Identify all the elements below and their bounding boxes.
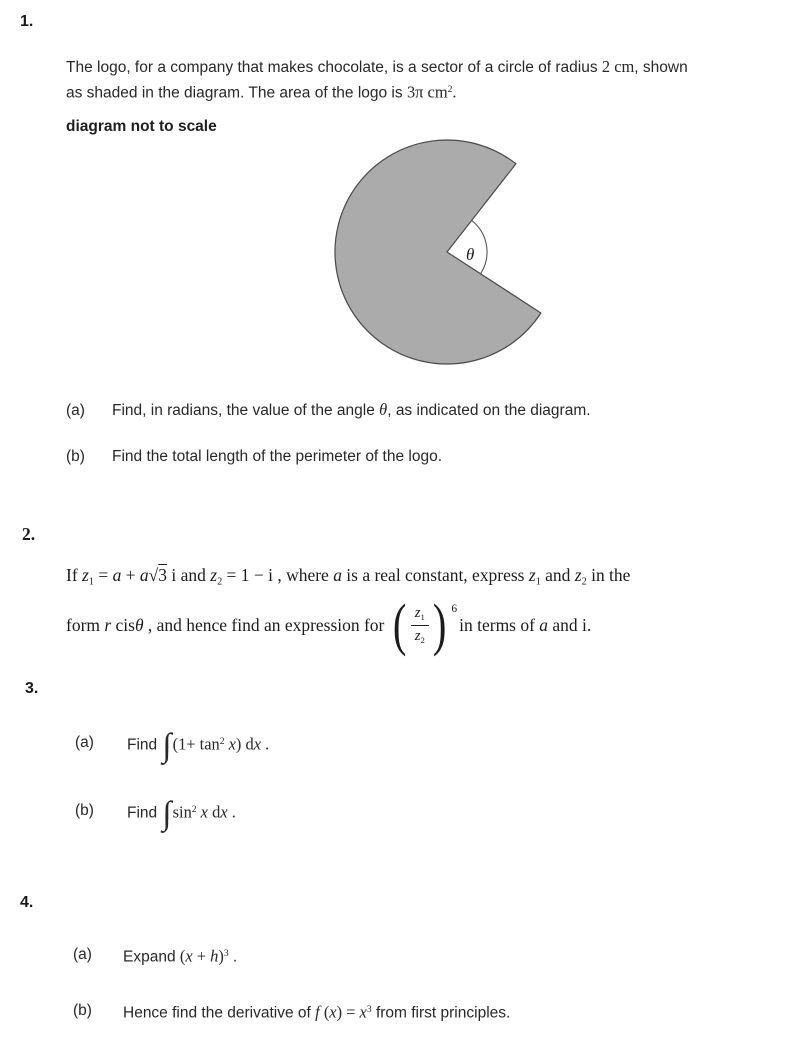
- text-run: a: [139, 565, 149, 585]
- text-run: 2: [447, 83, 453, 95]
- text-run: x: [224, 733, 236, 753]
- q2-line-2-text-right: [459, 612, 591, 639]
- question-1-intro: [66, 56, 786, 103]
- text-run: , shown: [634, 59, 688, 76]
- text-run: and: [540, 565, 575, 585]
- text-run: and i.: [548, 614, 592, 635]
- q2-line-1: [66, 562, 790, 595]
- part-text: [112, 399, 591, 422]
- q3-part-b: [75, 790, 236, 832]
- fraction-z1-z2: [411, 605, 429, 644]
- question-1-number: 1.: [20, 13, 34, 30]
- text-run: 2: [581, 576, 587, 588]
- text-run: The logo, for a company that makes chocolate, is a sector of a circle of radius: [66, 59, 602, 76]
- text-run: sin: [172, 801, 192, 821]
- exponent-6: 6: [451, 603, 458, 616]
- question-4-number: 4.: [20, 894, 34, 911]
- diagram-scale-note: diagram not to scale: [66, 118, 217, 135]
- part-text: [112, 446, 442, 468]
- text-run: z: [414, 605, 421, 622]
- shaded-sector-shape: [335, 140, 541, 364]
- text-run: If: [66, 565, 83, 585]
- text-run: as shaded in the diagram. The area of the logo is: [66, 83, 407, 101]
- text-run: 1: [535, 576, 541, 588]
- left-parenthesis: (: [393, 592, 407, 658]
- text-run: z: [210, 565, 218, 585]
- text-run: a: [333, 565, 342, 585]
- text-run: z: [414, 627, 421, 644]
- q2-line-2: [66, 592, 591, 658]
- part-label: (b): [75, 802, 94, 820]
- q4-part-b: [73, 994, 510, 1028]
- text-run: 1: [88, 576, 94, 588]
- text-run: 1: [420, 612, 425, 623]
- text-run: 3π cm: [406, 81, 448, 101]
- text-run: 2 cm: [601, 57, 635, 76]
- text-run: θ: [379, 400, 388, 419]
- q4-part-a: [73, 938, 237, 972]
- text-run: a: [112, 565, 122, 585]
- text-run: Find, in radians, the value of the angle: [112, 402, 380, 419]
- text-run: √: [148, 565, 159, 585]
- text-run: x: [329, 1001, 337, 1021]
- text-run: =: [93, 565, 113, 585]
- q1-part-a: [66, 399, 591, 422]
- right-parenthesis: ): [432, 592, 447, 658]
- text-run: ) =: [336, 1001, 360, 1021]
- text-run: 3: [223, 947, 229, 959]
- text-run: 2: [420, 634, 425, 645]
- text-run: 2: [191, 803, 197, 815]
- part-text: [127, 727, 270, 765]
- text-run: ): [218, 945, 224, 965]
- text-run: i and: [167, 565, 211, 585]
- text-run: x: [253, 733, 262, 753]
- text-run: = 1 − i , where: [222, 565, 334, 585]
- text-run: ∫: [162, 795, 172, 833]
- text-run: form: [66, 614, 105, 635]
- part-label: (a): [73, 946, 92, 964]
- text-run: .: [452, 81, 457, 101]
- text-run: r: [104, 614, 112, 635]
- part-text: [127, 795, 236, 833]
- text-run: +: [192, 945, 211, 965]
- text-run: ) d: [235, 733, 254, 753]
- text-run: z: [574, 565, 582, 585]
- part-label: (a): [66, 401, 85, 419]
- text-run: .: [261, 733, 270, 753]
- text-run: (: [179, 945, 186, 965]
- text-run: x: [196, 801, 208, 821]
- text-run: 2: [217, 576, 223, 588]
- text-run: θ: [134, 614, 144, 635]
- text-run: z: [528, 565, 536, 585]
- text-run: (1+ tan: [172, 733, 220, 753]
- text-run: d: [207, 801, 221, 821]
- part-text: [123, 943, 237, 968]
- text-run: 2: [219, 735, 225, 747]
- part-label: (b): [66, 448, 85, 465]
- logo-sector-diagram: [328, 136, 574, 376]
- q1-part-b: [66, 446, 442, 468]
- text-run: Find: [127, 735, 162, 753]
- text-run: a: [539, 614, 549, 635]
- text-run: x: [220, 801, 228, 821]
- text-run: 3: [158, 565, 168, 585]
- text-run: f: [315, 1001, 320, 1021]
- text-run: .: [227, 801, 236, 821]
- question-2-number: 2.: [22, 524, 36, 544]
- question-3-number: 3.: [25, 680, 39, 697]
- text-run: z: [82, 565, 89, 585]
- q2-line-2-text-left: [66, 612, 384, 639]
- text-run: 3: [366, 1003, 372, 1015]
- fraction-denominator: [415, 626, 425, 645]
- text-run: in the: [586, 565, 631, 585]
- theta-label: θ: [466, 245, 475, 264]
- text-run: x: [185, 945, 193, 965]
- part-label: (a): [75, 734, 94, 752]
- text-run: in terms of: [459, 614, 540, 635]
- text-run: h: [210, 945, 219, 965]
- text-run: cis: [111, 614, 135, 635]
- text-run: x: [359, 1001, 367, 1021]
- text-run: , and hence find an expression for: [143, 614, 385, 635]
- text-run: .: [228, 947, 238, 965]
- part-text: [123, 999, 510, 1024]
- text-run: is a real constant, express: [341, 565, 529, 585]
- text-run: (: [319, 1001, 330, 1021]
- text-run: from first principles.: [371, 1003, 511, 1021]
- text-run: +: [121, 565, 140, 585]
- text-run: Expand: [123, 947, 180, 965]
- text-run: ∫: [162, 727, 172, 765]
- part-label: (b): [73, 1002, 92, 1020]
- text-run: Find the total length of the perimeter of the logo.: [112, 448, 443, 465]
- z1-over-z2-power-expression: [390, 592, 458, 658]
- fraction-numerator: [411, 605, 429, 625]
- q3-part-a: [75, 722, 269, 764]
- text-run: Hence find the derivative of: [123, 1003, 316, 1021]
- text-run: Find: [127, 803, 162, 821]
- text-run: , as indicated on the diagram.: [387, 402, 591, 419]
